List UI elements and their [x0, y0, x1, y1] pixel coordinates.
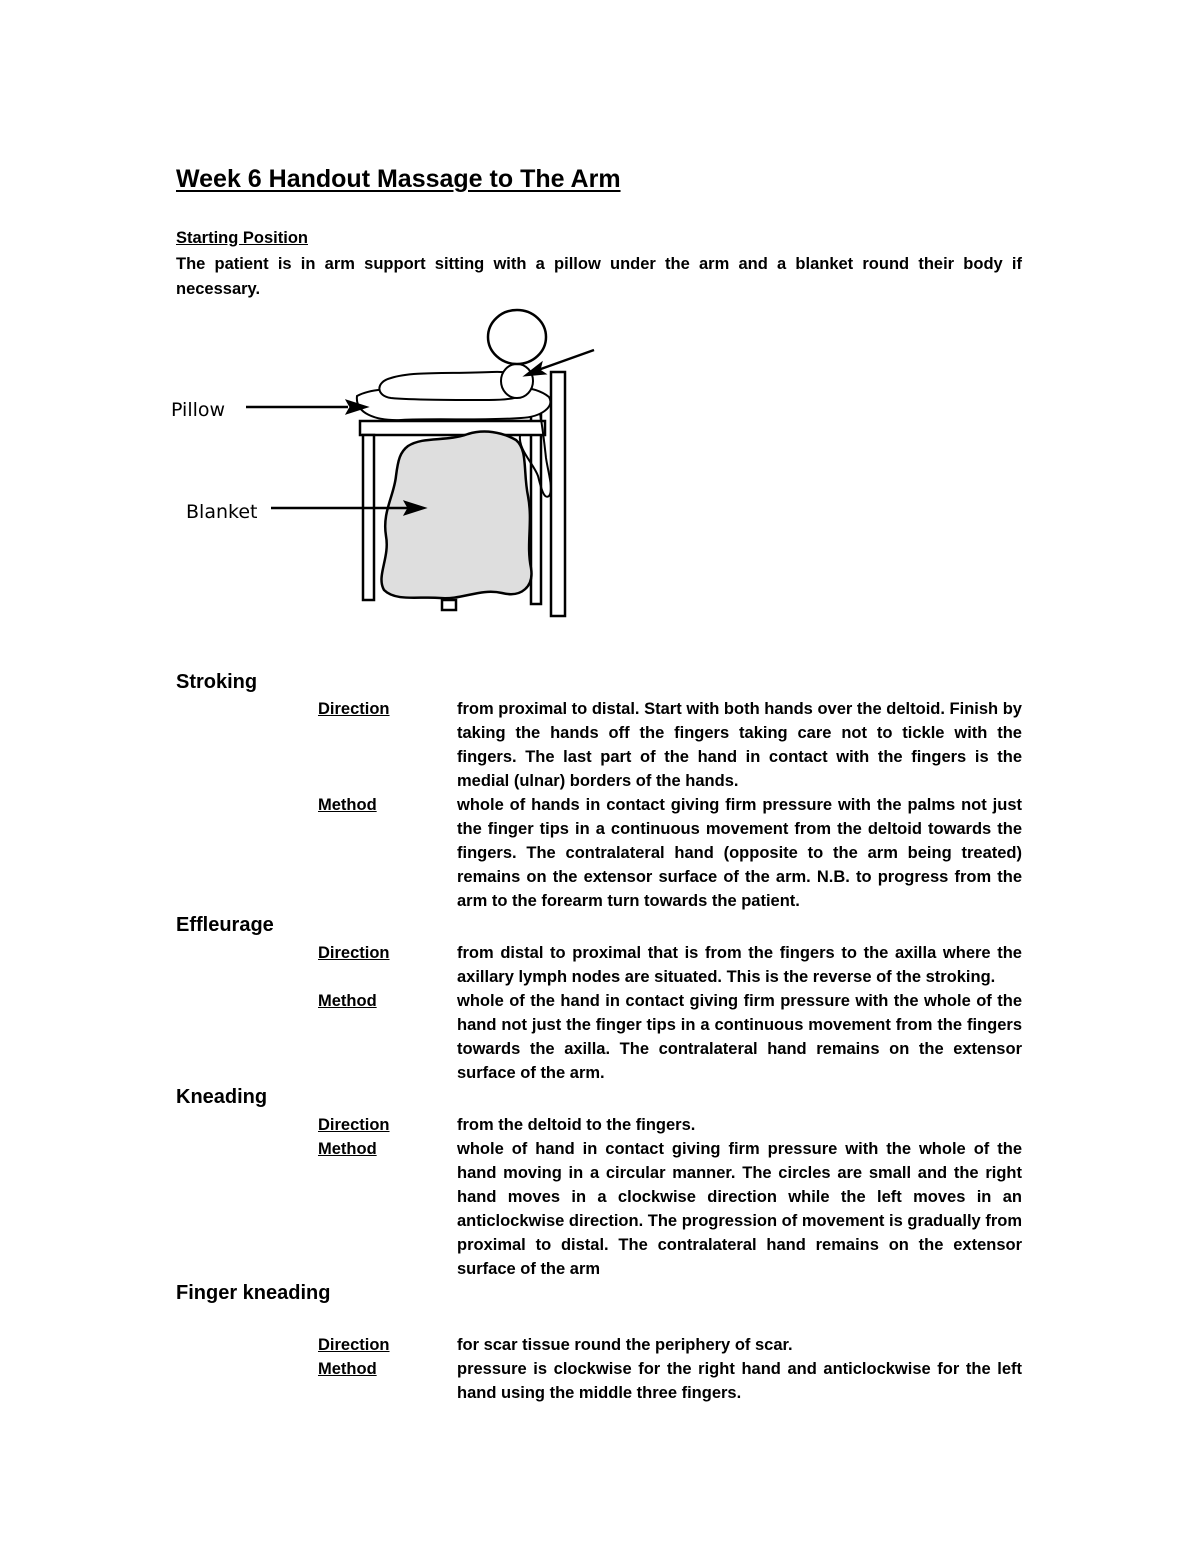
finger-kneading-direction-label: Direction — [318, 1336, 390, 1354]
heading-effleurage: Effleurage — [176, 914, 274, 936]
blanket-label: Blanket — [186, 501, 258, 523]
starting-position-text: The patient is in arm support sitting with a pillow under the arm and a blanket round their body if necessary. — [176, 255, 1022, 298]
heading-stroking: Stroking — [176, 671, 258, 693]
head-shape — [488, 310, 546, 364]
starting-position-heading: Starting Position — [176, 229, 308, 247]
stroking-direction-text: from proximal to distal. Start with both hands over the deltoid. Finish by taking the hands off the fingers taking care not to tickle with the fingers. The last part of the hand in contact with the fingers is the medial (ulnar) borders of the hands. — [457, 700, 1022, 790]
finger-kneading-method-label: Method — [318, 1360, 377, 1378]
heading-finger-kneading: Finger kneading — [176, 1282, 331, 1304]
effleurage-direction-text: from distal to proximal that is from the fingers to the axilla where the axillary lymph nodes are situated. This is the reverse of the stroking. — [457, 944, 1022, 986]
stroking-method-label: Method — [318, 796, 377, 814]
heading-kneading: Kneading — [176, 1086, 268, 1108]
pillow-label: Pillow — [171, 399, 226, 421]
kneading-direction-label: Direction — [318, 1116, 390, 1134]
effleurage-method-text: whole of the hand in contact giving firm pressure with the whole of the hand not just the finger tips in a continuous movement from the fingers towards the axilla. The contralateral hand remains on the extensor surface of the arm. — [457, 992, 1022, 1082]
finger-kneading-direction-text: for scar tissue round the periphery of scar. — [457, 1336, 793, 1354]
kneading-method-label: Method — [318, 1140, 377, 1158]
kneading-method-text: whole of hand in contact giving firm pressure with the whole of the hand moving in a circular manner. The circles are small and the right hand moves in a clockwise direction while the left moves in an anticlockwise direction. The progression of movement is gradually from proximal to distal. The contralateral hand remains on the extensor surface of the arm — [457, 1140, 1022, 1278]
effleurage-method-label: Method — [318, 992, 377, 1010]
kneading-direction-text: from the deltoid to the fingers. — [457, 1116, 696, 1134]
stroking-direction-label: Direction — [318, 700, 390, 718]
page-title: Week 6 Handout Massage to The Arm — [176, 165, 621, 193]
positioning-diagram — [150, 300, 620, 630]
effleurage-direction-label: Direction — [318, 944, 390, 962]
shoulder-shape — [501, 364, 533, 398]
finger-kneading-method-text: pressure is clockwise for the right hand and anticlockwise for the left hand using the middle three fingers. — [457, 1360, 1022, 1402]
stroking-method-text: whole of hands in contact giving firm pressure with the palms not just the finger tips in a continuous movement from the deltoid towards the fingers. The contralateral hand (opposite to the arm being treated) remains on the extensor surface of the arm. N.B. to progress from the arm to the forearm turn towards the patient. — [457, 796, 1022, 910]
